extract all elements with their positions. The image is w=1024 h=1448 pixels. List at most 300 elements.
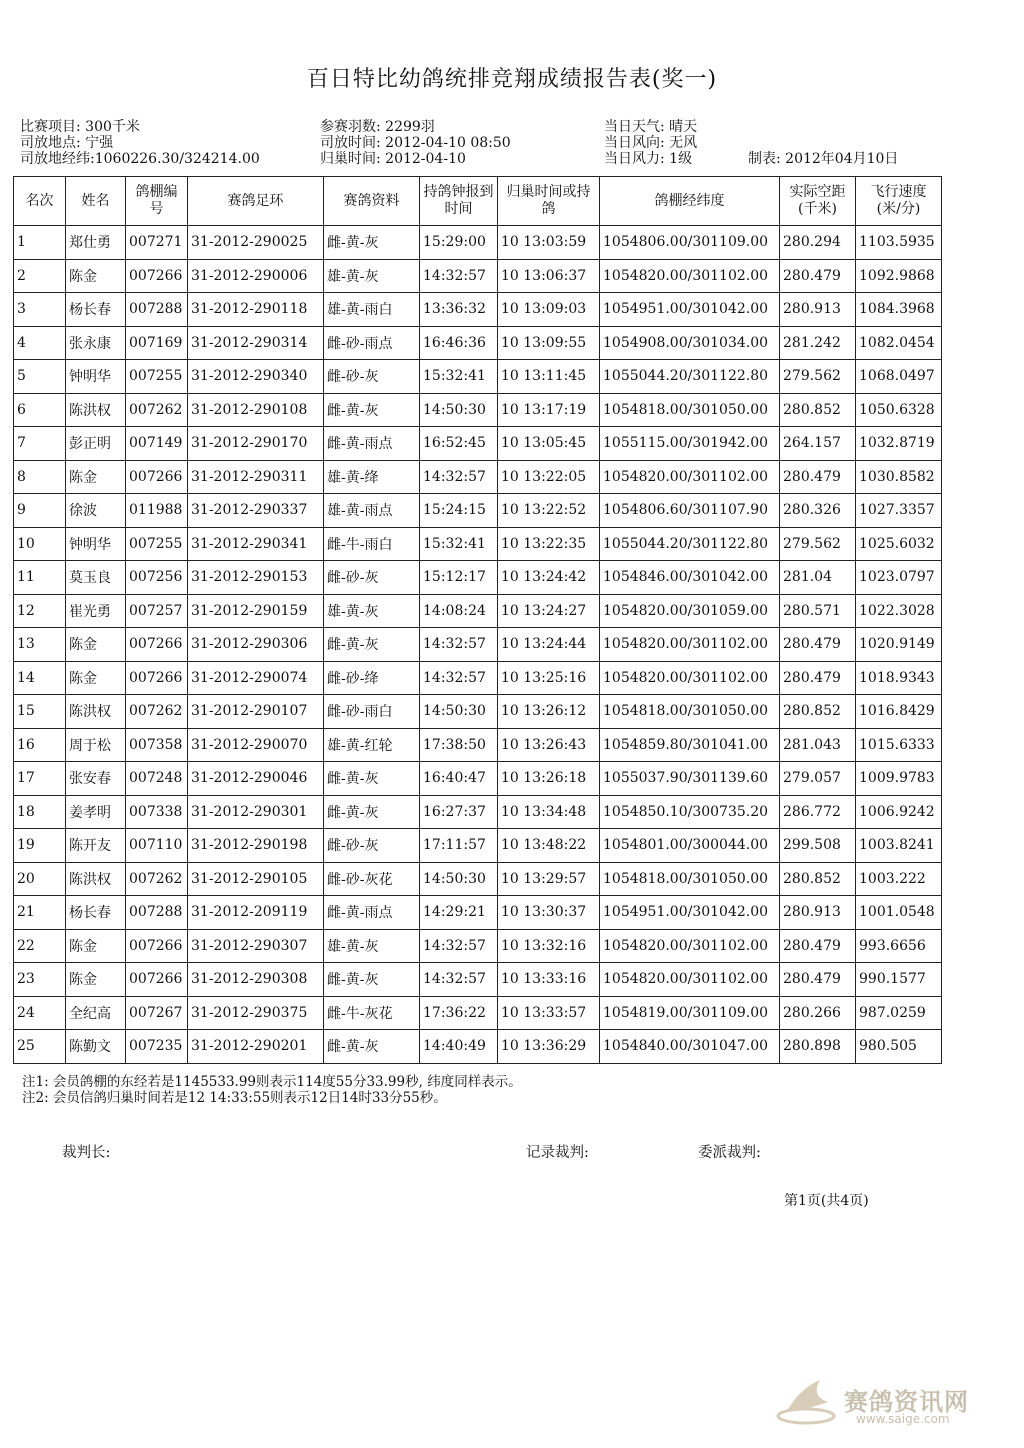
weather: 当日天气: 晴天 — [604, 119, 698, 135]
cell-ring: 31-2012-290198 — [188, 829, 324, 863]
wind-direction: 当日风向: 无风 — [604, 135, 698, 151]
cell-clock: 15:32:41 — [420, 527, 498, 561]
note-1: 注1: 会员鸽棚的东经若是1145533.99则表示114度55分33.99秒, 纬度同样表示。 — [22, 1074, 522, 1090]
cell-distance: 280.479 — [780, 661, 856, 695]
header-clock: 持鸽钟报到时间 — [420, 177, 498, 226]
cell-coord: 1054820.00/301102.00 — [600, 661, 780, 695]
cell-speed: 993.6656 — [856, 929, 942, 963]
cell-arrive: 10 13:22:05 — [498, 460, 600, 494]
cell-loft: 007358 — [126, 728, 188, 762]
cell-rank: 5 — [14, 360, 66, 394]
cell-info: 雌-黄-雨点 — [324, 427, 420, 461]
table-row — [14, 829, 942, 863]
cell-rank: 15 — [14, 695, 66, 729]
cell-name: 陈金 — [66, 628, 126, 662]
cell-loft: 007110 — [126, 829, 188, 863]
cell-coord: 1054908.00/301034.00 — [600, 326, 780, 360]
cell-clock: 14:40:49 — [420, 1030, 498, 1064]
cell-speed: 1030.8582 — [856, 460, 942, 494]
cell-rank: 14 — [14, 661, 66, 695]
cell-ring: 31-2012-290025 — [188, 226, 324, 260]
cell-info: 雌-黄-灰 — [324, 795, 420, 829]
cell-rank: 10 — [14, 527, 66, 561]
wind-power: 当日风力: 1级 — [604, 151, 693, 167]
cell-name: 陈金 — [66, 929, 126, 963]
cell-name: 陈洪权 — [66, 695, 126, 729]
cell-coord: 1054846.00/301042.00 — [600, 561, 780, 595]
table-row — [14, 460, 942, 494]
cell-rank: 20 — [14, 862, 66, 896]
cell-loft: 007255 — [126, 360, 188, 394]
cell-ring: 31-2012-290201 — [188, 1030, 324, 1064]
info-col-3 — [604, 119, 697, 167]
cell-rank: 9 — [14, 494, 66, 528]
cell-arrive: 10 13:48:22 — [498, 829, 600, 863]
cell-arrive: 10 13:17:19 — [498, 393, 600, 427]
cell-arrive: 10 13:25:16 — [498, 661, 600, 695]
results-body — [14, 226, 942, 1064]
cell-arrive: 10 13:36:29 — [498, 1030, 600, 1064]
cell-info: 雄-黄-绛 — [324, 460, 420, 494]
cell-rank: 12 — [14, 594, 66, 628]
cell-info: 雌-砂-雨点 — [324, 326, 420, 360]
release-place: 司放地点: 宁强 — [20, 135, 114, 151]
table-row — [14, 628, 942, 662]
release-coordinates: 司放地经纬:1060226.30/324214.00 — [20, 151, 260, 167]
cell-coord: 1054820.00/301102.00 — [600, 259, 780, 293]
cell-clock: 15:29:00 — [420, 226, 498, 260]
table-row — [14, 293, 942, 327]
cell-speed: 1006.9242 — [856, 795, 942, 829]
cell-clock: 16:27:37 — [420, 795, 498, 829]
cell-distance: 280.852 — [780, 393, 856, 427]
cell-coord: 1055115.00/301942.00 — [600, 427, 780, 461]
page-number: 第1页(共4页) — [784, 1193, 869, 1209]
cell-rank: 3 — [14, 293, 66, 327]
table-row — [14, 996, 942, 1030]
cell-arrive: 10 13:06:37 — [498, 259, 600, 293]
cell-name: 陈洪权 — [66, 393, 126, 427]
cell-speed: 1018.9343 — [856, 661, 942, 695]
cell-clock: 16:52:45 — [420, 427, 498, 461]
cell-loft: 007266 — [126, 929, 188, 963]
cell-info: 雌-砂-灰花 — [324, 862, 420, 896]
table-row — [14, 259, 942, 293]
note-2: 注2: 会员信鸽归巢时间若是12 14:33:55则表示12日14时33分55秒。 — [22, 1090, 447, 1106]
cell-info: 雌-黄-灰 — [324, 226, 420, 260]
table-row — [14, 326, 942, 360]
table-row — [14, 661, 942, 695]
cell-arrive: 10 13:33:16 — [498, 963, 600, 997]
delegate-judge-label: 委派裁判: — [698, 1145, 761, 1161]
cell-arrive: 10 13:22:52 — [498, 494, 600, 528]
chief-judge-label: 裁判长: — [62, 1145, 111, 1161]
cell-coord: 1054818.00/301050.00 — [600, 695, 780, 729]
table-row — [14, 594, 942, 628]
cell-rank: 17 — [14, 762, 66, 796]
cell-name: 陈开友 — [66, 829, 126, 863]
cell-ring: 31-2012-290301 — [188, 795, 324, 829]
cell-rank: 4 — [14, 326, 66, 360]
cell-distance: 280.852 — [780, 695, 856, 729]
cell-speed: 1025.6032 — [856, 527, 942, 561]
cell-name: 陈洪权 — [66, 862, 126, 896]
cell-loft: 007338 — [126, 795, 188, 829]
cell-ring: 31-2012-290006 — [188, 259, 324, 293]
cell-info: 雌-黄-雨点 — [324, 896, 420, 930]
race-project: 比赛项目: 300千米 — [20, 119, 140, 135]
cell-loft: 007256 — [126, 561, 188, 595]
cell-loft: 007266 — [126, 661, 188, 695]
cell-loft: 007262 — [126, 695, 188, 729]
cell-clock: 15:24:15 — [420, 494, 498, 528]
cell-arrive: 10 13:26:12 — [498, 695, 600, 729]
pigeon-logo-icon — [776, 1376, 840, 1428]
cell-ring: 31-2012-290307 — [188, 929, 324, 963]
header-distance: 实际空距(千米) — [780, 177, 856, 226]
results-table — [13, 176, 942, 1064]
cell-ring: 31-2012-290070 — [188, 728, 324, 762]
cell-distance: 280.479 — [780, 460, 856, 494]
cell-coord: 1054951.00/301042.00 — [600, 293, 780, 327]
watermark-url: www.saige.com — [856, 1412, 950, 1426]
cell-coord: 1054819.00/301109.00 — [600, 996, 780, 1030]
cell-speed: 1015.6333 — [856, 728, 942, 762]
cell-clock: 14:29:21 — [420, 896, 498, 930]
cell-arrive: 10 13:03:59 — [498, 226, 600, 260]
header-speed: 飞行速度(米/分) — [856, 177, 942, 226]
table-row — [14, 527, 942, 561]
cell-distance: 264.157 — [780, 427, 856, 461]
cell-info: 雄-黄-灰 — [324, 259, 420, 293]
cell-distance: 279.562 — [780, 527, 856, 561]
cell-name: 钟明华 — [66, 527, 126, 561]
cell-loft: 007266 — [126, 259, 188, 293]
cell-rank: 21 — [14, 896, 66, 930]
cell-speed: 1020.9149 — [856, 628, 942, 662]
cell-name: 郑仕勇 — [66, 226, 126, 260]
header-arrive: 归巢时间或持鸽 — [498, 177, 600, 226]
cell-distance: 286.772 — [780, 795, 856, 829]
cell-clock: 17:36:22 — [420, 996, 498, 1030]
cell-info: 雌-牛-雨白 — [324, 527, 420, 561]
cell-rank: 8 — [14, 460, 66, 494]
cell-rank: 6 — [14, 393, 66, 427]
cell-ring: 31-2012-290107 — [188, 695, 324, 729]
cell-speed: 1050.6328 — [856, 393, 942, 427]
cell-clock: 14:32:57 — [420, 628, 498, 662]
cell-distance: 280.479 — [780, 929, 856, 963]
cell-distance: 280.479 — [780, 628, 856, 662]
cell-distance: 281.242 — [780, 326, 856, 360]
cell-name: 陈金 — [66, 963, 126, 997]
cell-coord: 1054806.60/301107.90 — [600, 494, 780, 528]
cell-coord: 1055044.20/301122.80 — [600, 360, 780, 394]
cell-arrive: 10 13:34:48 — [498, 795, 600, 829]
cell-ring: 31-2012-290375 — [188, 996, 324, 1030]
table-header-row — [14, 177, 942, 226]
cell-rank: 7 — [14, 427, 66, 461]
cell-ring: 31-2012-290153 — [188, 561, 324, 595]
cell-ring: 31-2012-290046 — [188, 762, 324, 796]
cell-arrive: 10 13:22:35 — [498, 527, 600, 561]
cell-info: 雌-黄-灰 — [324, 1030, 420, 1064]
cell-info: 雄-黄-雨白 — [324, 293, 420, 327]
cell-name: 杨长春 — [66, 293, 126, 327]
table-row — [14, 728, 942, 762]
cell-coord: 1054840.00/301047.00 — [600, 1030, 780, 1064]
cell-distance: 280.479 — [780, 963, 856, 997]
return-time: 归巢时间: 2012-04-10 — [320, 151, 466, 167]
cell-coord: 1054818.00/301050.00 — [600, 862, 780, 896]
cell-arrive: 10 13:26:18 — [498, 762, 600, 796]
cell-loft: 007266 — [126, 628, 188, 662]
cell-speed: 1092.9868 — [856, 259, 942, 293]
cell-distance: 280.852 — [780, 862, 856, 896]
cell-ring: 31-2012-290337 — [188, 494, 324, 528]
cell-name: 彭正明 — [66, 427, 126, 461]
entry-count: 参赛羽数: 2299羽 — [320, 119, 435, 135]
cell-coord: 1054820.00/301059.00 — [600, 594, 780, 628]
cell-coord: 1055044.20/301122.80 — [600, 527, 780, 561]
cell-coord: 1054850.10/300735.20 — [600, 795, 780, 829]
cell-arrive: 10 13:32:16 — [498, 929, 600, 963]
cell-ring: 31-2012-290108 — [188, 393, 324, 427]
cell-name: 陈金 — [66, 259, 126, 293]
table-row — [14, 762, 942, 796]
cell-speed: 980.505 — [856, 1030, 942, 1064]
cell-speed: 1001.0548 — [856, 896, 942, 930]
cell-ring: 31-2012-290074 — [188, 661, 324, 695]
cell-speed: 1003.8241 — [856, 829, 942, 863]
cell-coord: 1055037.90/301139.60 — [600, 762, 780, 796]
cell-arrive: 10 13:26:43 — [498, 728, 600, 762]
cell-name: 徐波 — [66, 494, 126, 528]
cell-rank: 22 — [14, 929, 66, 963]
cell-name: 莫玉良 — [66, 561, 126, 595]
header-coord: 鸽棚经纬度 — [600, 177, 780, 226]
cell-name: 崔光勇 — [66, 594, 126, 628]
cell-arrive: 10 13:11:45 — [498, 360, 600, 394]
table-row — [14, 929, 942, 963]
cell-name: 杨长春 — [66, 896, 126, 930]
cell-rank: 23 — [14, 963, 66, 997]
cell-clock: 16:40:47 — [420, 762, 498, 796]
cell-loft: 007235 — [126, 1030, 188, 1064]
cell-speed: 1022.3028 — [856, 594, 942, 628]
cell-ring: 31-2012-290341 — [188, 527, 324, 561]
cell-arrive: 10 13:29:57 — [498, 862, 600, 896]
table-row — [14, 561, 942, 595]
cell-rank: 25 — [14, 1030, 66, 1064]
cell-loft: 011988 — [126, 494, 188, 528]
cell-loft: 007149 — [126, 427, 188, 461]
cell-clock: 14:50:30 — [420, 393, 498, 427]
cell-clock: 15:12:17 — [420, 561, 498, 595]
table-row — [14, 1030, 942, 1064]
cell-coord: 1054951.00/301042.00 — [600, 896, 780, 930]
watermark-text: 赛鸽资讯网 — [844, 1388, 969, 1416]
release-time: 司放时间: 2012-04-10 08:50 — [320, 135, 511, 151]
table-row — [14, 862, 942, 896]
watermark — [776, 1372, 986, 1432]
cell-loft: 007169 — [126, 326, 188, 360]
cell-clock: 14:50:30 — [420, 862, 498, 896]
cell-coord: 1054818.00/301050.00 — [600, 393, 780, 427]
cell-name: 周于松 — [66, 728, 126, 762]
cell-rank: 11 — [14, 561, 66, 595]
cell-coord: 1054859.80/301041.00 — [600, 728, 780, 762]
cell-loft: 007257 — [126, 594, 188, 628]
cell-ring: 31-2012-290340 — [188, 360, 324, 394]
cell-clock: 14:50:30 — [420, 695, 498, 729]
cell-info: 雌-砂-雨白 — [324, 695, 420, 729]
cell-info: 雌-黄-灰 — [324, 963, 420, 997]
recorder-judge-label: 记录裁判: — [526, 1145, 589, 1161]
cell-speed: 1084.3968 — [856, 293, 942, 327]
cell-info: 雄-黄-雨点 — [324, 494, 420, 528]
cell-coord: 1054820.00/301102.00 — [600, 628, 780, 662]
cell-clock: 15:32:41 — [420, 360, 498, 394]
cell-rank: 2 — [14, 259, 66, 293]
cell-loft: 007248 — [126, 762, 188, 796]
cell-rank: 18 — [14, 795, 66, 829]
cell-info: 雌-黄-灰 — [324, 762, 420, 796]
cell-distance: 280.266 — [780, 996, 856, 1030]
cell-loft: 007267 — [126, 996, 188, 1030]
cell-distance: 280.913 — [780, 293, 856, 327]
table-row — [14, 494, 942, 528]
table-row — [14, 695, 942, 729]
info-col-2 — [320, 119, 511, 167]
cell-arrive: 10 13:24:44 — [498, 628, 600, 662]
cell-clock: 17:11:57 — [420, 829, 498, 863]
cell-ring: 31-2012-290170 — [188, 427, 324, 461]
cell-name: 钟明华 — [66, 360, 126, 394]
cell-info: 雄-黄-灰 — [324, 929, 420, 963]
cell-name: 陈金 — [66, 460, 126, 494]
cell-loft: 007255 — [126, 527, 188, 561]
cell-ring: 31-2012-209119 — [188, 896, 324, 930]
cell-rank: 24 — [14, 996, 66, 1030]
cell-distance: 279.057 — [780, 762, 856, 796]
cell-coord: 1054820.00/301102.00 — [600, 460, 780, 494]
cell-ring: 31-2012-290314 — [188, 326, 324, 360]
cell-info: 雌-黄-灰 — [324, 628, 420, 662]
cell-name: 张永康 — [66, 326, 126, 360]
cell-rank: 1 — [14, 226, 66, 260]
table-row — [14, 427, 942, 461]
header-ring: 赛鸽足环 — [188, 177, 324, 226]
cell-clock: 14:32:57 — [420, 661, 498, 695]
cell-distance: 281.04 — [780, 561, 856, 595]
cell-clock: 14:32:57 — [420, 929, 498, 963]
cell-coord: 1054806.00/301109.00 — [600, 226, 780, 260]
cell-ring: 31-2012-290308 — [188, 963, 324, 997]
cell-arrive: 10 13:24:42 — [498, 561, 600, 595]
cell-arrive: 10 13:30:37 — [498, 896, 600, 930]
cell-distance: 280.898 — [780, 1030, 856, 1064]
cell-speed: 1032.8719 — [856, 427, 942, 461]
cell-arrive: 10 13:24:27 — [498, 594, 600, 628]
cell-arrive: 10 13:05:45 — [498, 427, 600, 461]
cell-rank: 16 — [14, 728, 66, 762]
header-loft: 鸽棚编号 — [126, 177, 188, 226]
made-date: 制表: 2012年04月10日 — [748, 151, 899, 167]
table-row — [14, 896, 942, 930]
cell-ring: 31-2012-290159 — [188, 594, 324, 628]
cell-distance: 280.913 — [780, 896, 856, 930]
cell-clock: 14:32:57 — [420, 259, 498, 293]
cell-name: 姜孝明 — [66, 795, 126, 829]
cell-arrive: 10 13:33:57 — [498, 996, 600, 1030]
header-info: 赛鸽资料 — [324, 177, 420, 226]
cell-info: 雄-黄-红轮 — [324, 728, 420, 762]
cell-arrive: 10 13:09:03 — [498, 293, 600, 327]
cell-clock: 13:36:32 — [420, 293, 498, 327]
cell-distance: 279.562 — [780, 360, 856, 394]
table-row — [14, 360, 942, 394]
cell-distance: 280.294 — [780, 226, 856, 260]
cell-distance: 280.571 — [780, 594, 856, 628]
cell-clock: 14:32:57 — [420, 963, 498, 997]
cell-clock: 14:08:24 — [420, 594, 498, 628]
cell-speed: 1103.5935 — [856, 226, 942, 260]
cell-ring: 31-2012-290118 — [188, 293, 324, 327]
cell-distance: 280.479 — [780, 259, 856, 293]
cell-distance: 280.326 — [780, 494, 856, 528]
table-row — [14, 795, 942, 829]
cell-ring: 31-2012-290311 — [188, 460, 324, 494]
cell-speed: 1082.0454 — [856, 326, 942, 360]
cell-arrive: 10 13:09:55 — [498, 326, 600, 360]
notes — [22, 1074, 522, 1106]
cell-loft: 007262 — [126, 393, 188, 427]
cell-clock: 14:32:57 — [420, 460, 498, 494]
cell-speed: 1068.0497 — [856, 360, 942, 394]
cell-speed: 1016.8429 — [856, 695, 942, 729]
cell-speed: 987.0259 — [856, 996, 942, 1030]
cell-loft: 007262 — [126, 862, 188, 896]
cell-info: 雌-牛-灰花 — [324, 996, 420, 1030]
cell-distance: 281.043 — [780, 728, 856, 762]
cell-loft: 007288 — [126, 293, 188, 327]
cell-ring: 31-2012-290105 — [188, 862, 324, 896]
cell-name: 全纪高 — [66, 996, 126, 1030]
cell-distance: 299.508 — [780, 829, 856, 863]
cell-ring: 31-2012-290306 — [188, 628, 324, 662]
cell-rank: 19 — [14, 829, 66, 863]
cell-speed: 1027.3357 — [856, 494, 942, 528]
cell-coord: 1054820.00/301102.00 — [600, 963, 780, 997]
cell-speed: 1003.222 — [856, 862, 942, 896]
cell-name: 张安春 — [66, 762, 126, 796]
cell-loft: 007266 — [126, 460, 188, 494]
cell-loft: 007266 — [126, 963, 188, 997]
table-row — [14, 963, 942, 997]
cell-clock: 16:46:36 — [420, 326, 498, 360]
cell-speed: 1023.0797 — [856, 561, 942, 595]
cell-name: 陈金 — [66, 661, 126, 695]
cell-coord: 1054820.00/301102.00 — [600, 929, 780, 963]
cell-loft: 007288 — [126, 896, 188, 930]
cell-info: 雌-砂-灰 — [324, 829, 420, 863]
cell-speed: 990.1577 — [856, 963, 942, 997]
cell-info: 雌-砂-灰 — [324, 561, 420, 595]
header-name: 姓名 — [66, 177, 126, 226]
cell-loft: 007271 — [126, 226, 188, 260]
cell-rank: 13 — [14, 628, 66, 662]
